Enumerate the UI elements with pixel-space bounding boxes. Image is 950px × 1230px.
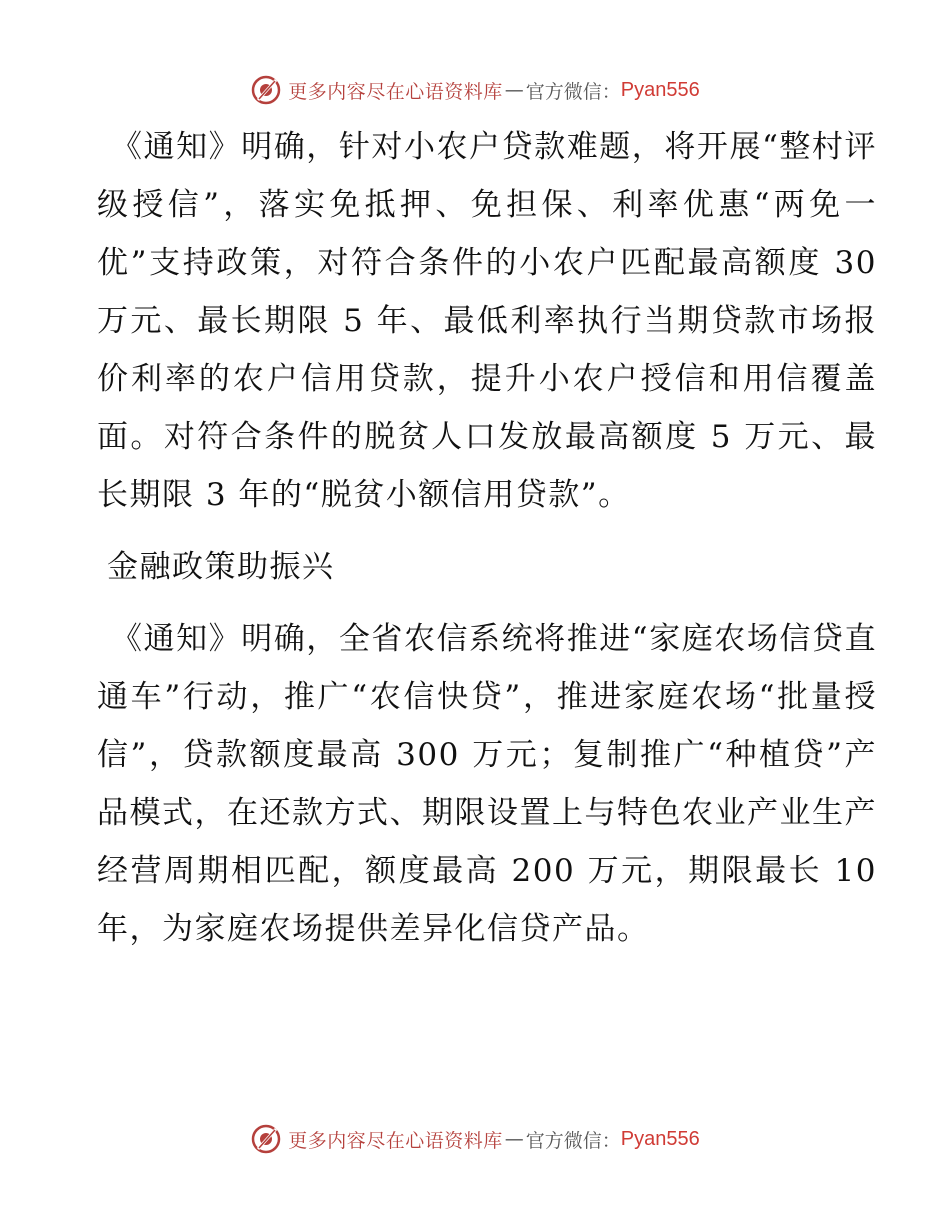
watermark-official-label: 官方微信： xyxy=(525,1129,621,1152)
watermark-dash: — xyxy=(504,1128,524,1150)
document-body xyxy=(97,118,877,958)
watermark-dash: — xyxy=(504,79,524,101)
watermark-text: 更多内容尽在心语资料库 xyxy=(288,80,503,103)
section-heading: 金融政策助振兴 xyxy=(107,549,335,585)
paragraph-small-farmer-loans: 《通知》明确，针对小农户贷款难题，将开展“整村评级授信”，落实免抵押、免担保、利率优惠“两免一优”支持政策，对符合条件的小农户匹配最高额度 30 万元、最长期限 5 年、最低利率执行当期贷款市场报价利率的农户信用贷款，提升小农户授信和用信覆盖面。对符合条件的脱贫人口发放最高额度 5 万元、最长期限 3 年的“脱贫小额信用贷款”。 xyxy=(97,129,877,513)
header-watermark xyxy=(0,70,950,110)
footer-watermark xyxy=(0,1119,950,1159)
watermark-official-label: 官方微信： xyxy=(525,80,621,103)
paragraph-family-farm-loans: 《通知》明确，全省农信系统将推进“家庭农场信贷直通车”行动，推广“农信快贷”，推进家庭农场“批量授信”，贷款额度最高 300 万元；复制推广“种植贷”产品模式，在还款方式、期限设置上与特色农业产业生产经营周期相匹配，额度最高 200 万元，期限最长 10 年，为家庭农场提供差异化信贷产品。 xyxy=(97,621,877,947)
watermark-wechat-id: Pyan556 xyxy=(620,1127,700,1150)
pen-seal-icon xyxy=(250,1123,282,1155)
watermark-wechat-id: Pyan556 xyxy=(620,78,700,101)
pen-seal-icon xyxy=(250,74,282,106)
watermark-text: 更多内容尽在心语资料库 xyxy=(288,1129,503,1152)
